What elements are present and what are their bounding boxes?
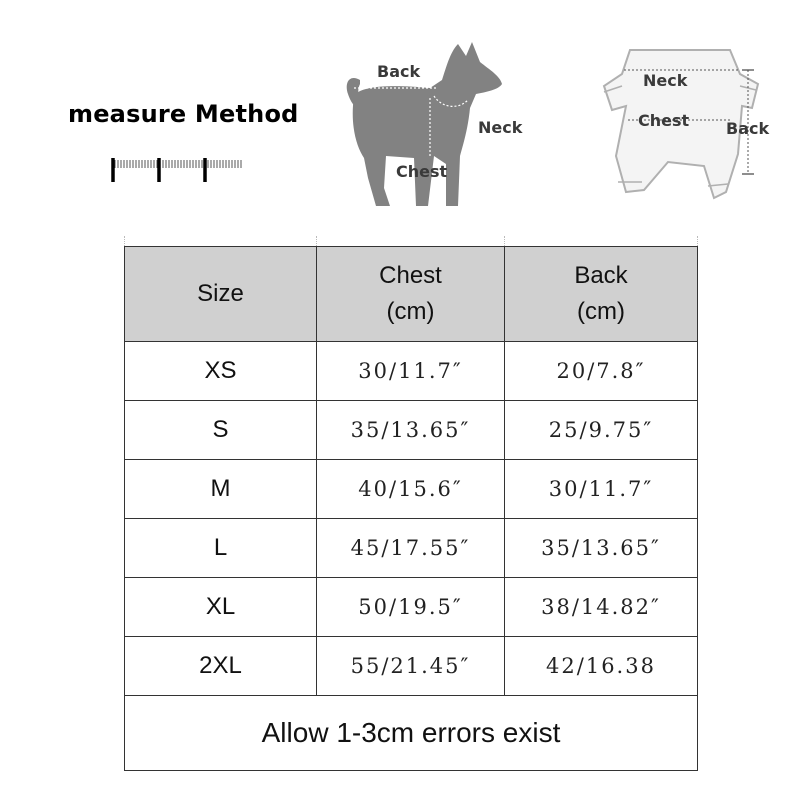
back-cell: 30/11.7″: [505, 460, 698, 519]
size-chart-table: [124, 246, 698, 771]
error-note: Allow 1-3cm errors exist: [125, 696, 698, 771]
back-cell: 25/9.75″: [505, 401, 698, 460]
table-header-row: [125, 247, 698, 342]
dog-chest-label: Chest: [396, 162, 448, 181]
table-row: [125, 342, 698, 401]
chest-cell: 40/15.6″: [317, 460, 505, 519]
measure-method-title: measure Method: [68, 100, 299, 128]
size-cell: XL: [125, 578, 317, 637]
chest-cell: 35/13.65″: [317, 401, 505, 460]
shirt-back-label: Back: [726, 119, 770, 138]
shirt-neck-label: Neck: [643, 71, 688, 90]
dog-neck-label: Neck: [478, 118, 523, 137]
chest-cell: 50/19.5″: [317, 578, 505, 637]
header-chest: Chest (cm): [317, 247, 505, 342]
shirt-chest-label: Chest: [638, 111, 690, 130]
header-back: Back (cm): [505, 247, 698, 342]
chest-cell: 30/11.7″: [317, 342, 505, 401]
chest-cell: 55/21.45″: [317, 637, 505, 696]
size-cell: 2XL: [125, 637, 317, 696]
table-row: [125, 519, 698, 578]
shirt-diagram: [590, 44, 790, 209]
back-cell: 38/14.82″: [505, 578, 698, 637]
dog-back-label: Back: [377, 62, 421, 81]
size-cell: M: [125, 460, 317, 519]
size-cell: L: [125, 519, 317, 578]
back-cell: 20/7.8″: [505, 342, 698, 401]
ruler-icon: [108, 150, 248, 190]
back-cell: 42/16.38: [505, 637, 698, 696]
dog-diagram: [330, 38, 530, 213]
table-row: [125, 401, 698, 460]
table-row: [125, 637, 698, 696]
table-footer-row: [125, 696, 698, 771]
table-row: [125, 578, 698, 637]
chest-cell: 45/17.55″: [317, 519, 505, 578]
back-cell: 35/13.65″: [505, 519, 698, 578]
table-row: [125, 460, 698, 519]
size-cell: S: [125, 401, 317, 460]
size-cell: XS: [125, 342, 317, 401]
header-size: Size: [125, 247, 317, 342]
